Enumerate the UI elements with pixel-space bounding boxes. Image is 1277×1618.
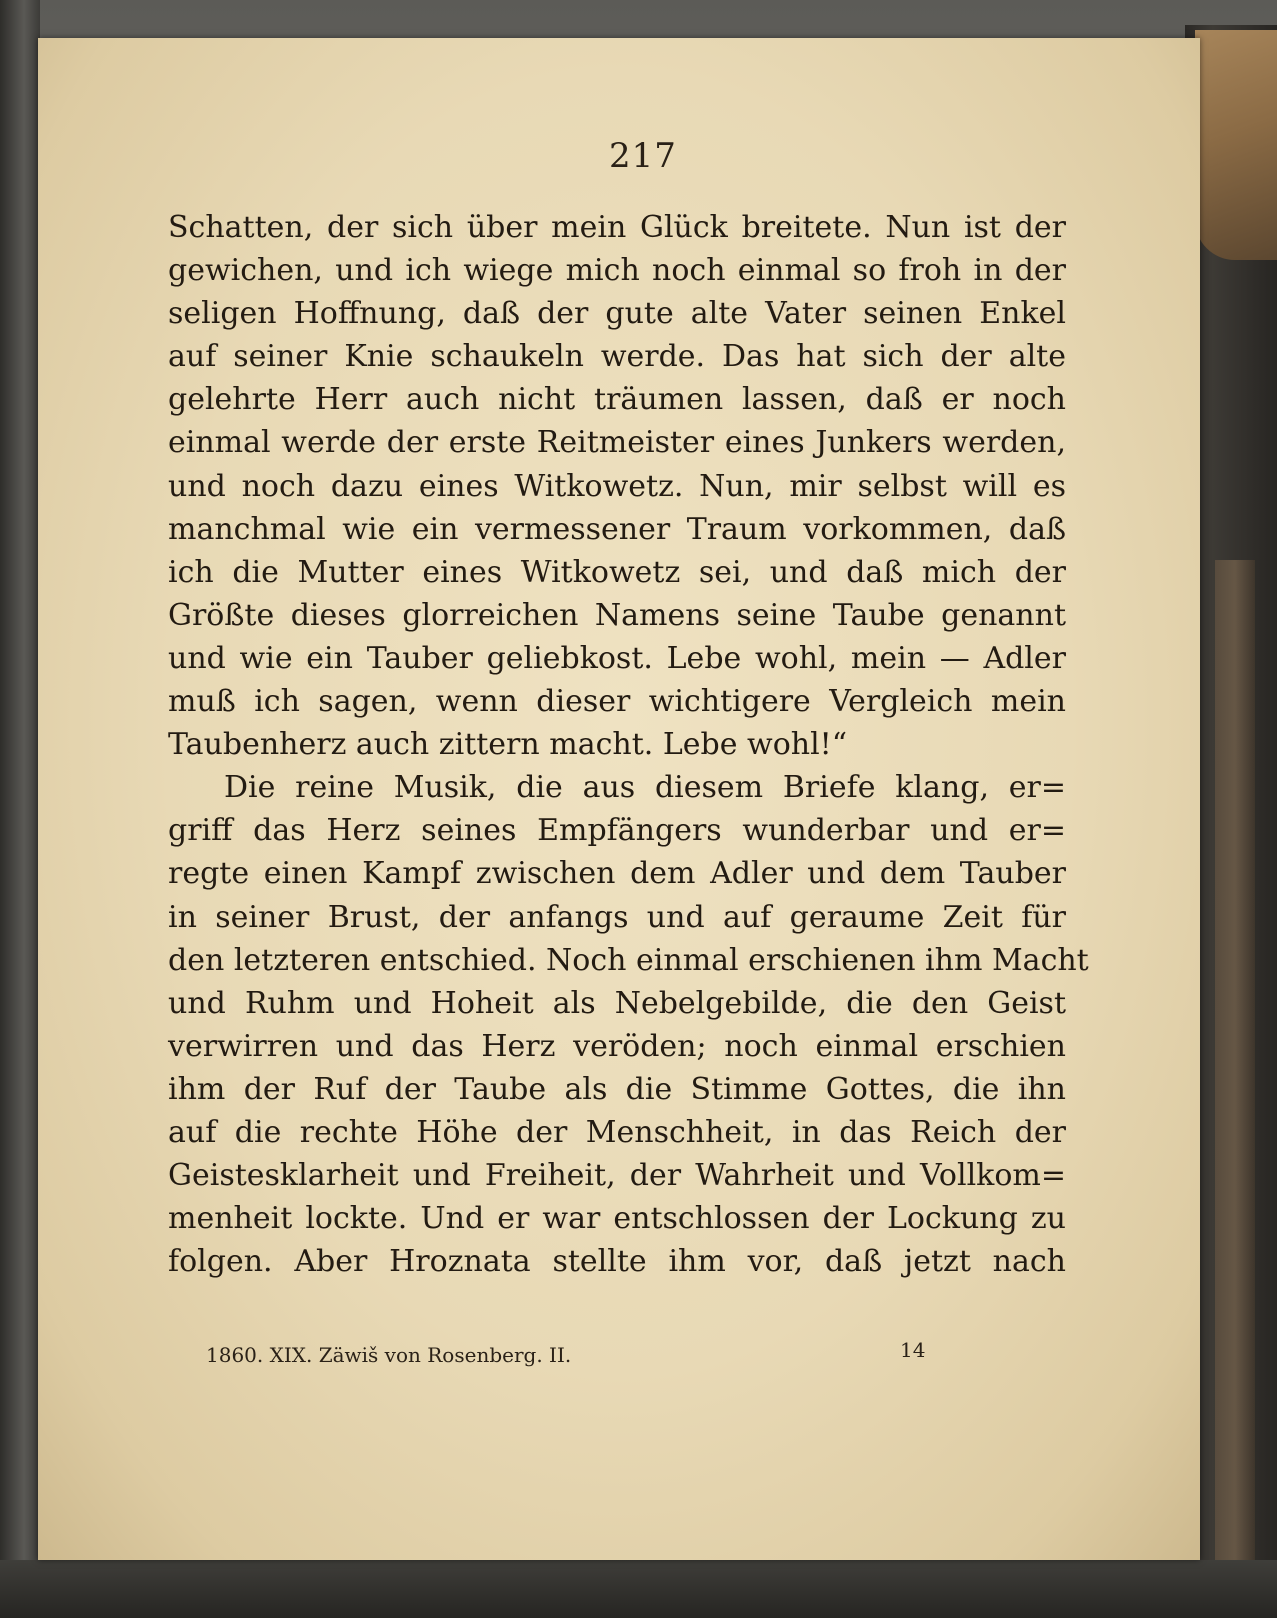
text-line: und noch dazu eines Witkowetz. Nun, mir selbst will es xyxy=(168,468,1066,504)
body-text xyxy=(168,206,1089,1283)
footer-sheet-number: 14 xyxy=(900,1338,926,1362)
text-line: den letzteren entschied. Noch einmal erschienen ihm Macht xyxy=(168,942,1089,978)
bottom-cover-shadow xyxy=(0,1560,1277,1618)
paper-page xyxy=(38,38,1200,1560)
text-line: manchmal wie ein vermessener Traum vorkommen, daß xyxy=(168,511,1066,547)
text-line: in seiner Brust, der anfangs und auf geraume Zeit für xyxy=(168,899,1066,935)
text-line: seligen Hoffnung, daß der gute alte Vater seinen Enkel xyxy=(168,296,1066,332)
left-binding-edge xyxy=(0,0,40,1618)
text-line: Schatten, der sich über mein Glück breitete. Nun ist der xyxy=(168,210,1066,245)
text-line: und wie ein Tauber geliebkost. Lebe wohl, mein — Adler xyxy=(168,640,1066,676)
text-line: muß ich sagen, wenn dieser wichtigere Vergleich mein xyxy=(168,684,1066,720)
text-line: Taubenherz auch zittern macht. Lebe wohl!“ xyxy=(168,727,848,763)
footer-signature-mark: 1860. XIX. Zäwiš von Rosenberg. II. xyxy=(206,1343,572,1367)
text-line: gelehrte Herr auch nicht träumen lassen, daß er noch xyxy=(168,382,1066,418)
paragraph-first-line: Die reine Musik, die aus diesem Briefe klang, er= xyxy=(224,770,1066,806)
text-line: einmal werde der erste Reitmeister eines Junkers werden, xyxy=(168,425,1066,461)
text-line: folgen. Aber Hroznata stellte ihm vor, daß jetzt nach xyxy=(168,1244,1066,1280)
text-line: und Ruhm und Hoheit als Nebelgebilde, die den Geist xyxy=(168,985,1066,1021)
text-line: ihm der Ruf der Taube als die Stimme Gottes, die ihn xyxy=(168,1071,1066,1107)
text-line: verwirren und das Herz veröden; noch einmal erschien xyxy=(168,1028,1066,1064)
cover-spine-edge xyxy=(1215,560,1255,1600)
text-line: gewichen, und ich wiege mich noch einmal so froh in der xyxy=(168,253,1066,289)
text-line: Geistesklarheit und Freiheit, der Wahrheit und Vollkom= xyxy=(168,1158,1066,1194)
text-line: menheit lockte. Und er war entschlossen der Lockung zu xyxy=(168,1201,1066,1237)
text-line: auf die rechte Höhe der Menschheit, in das Reich der xyxy=(168,1114,1066,1150)
text-line: griff das Herz seines Empfängers wunderbar und er= xyxy=(168,813,1066,849)
page-number: 217 xyxy=(609,136,677,176)
text-line: regte einen Kampf zwischen dem Adler und dem Tauber xyxy=(168,856,1066,892)
text-line: ich die Mutter eines Witkowetz sei, und daß mich der xyxy=(168,554,1066,590)
text-line: auf seiner Knie schaukeln werde. Das hat sich der alte xyxy=(168,339,1066,375)
text-line: Größte dieses glorreichen Namens seine Taube genannt xyxy=(168,597,1066,633)
